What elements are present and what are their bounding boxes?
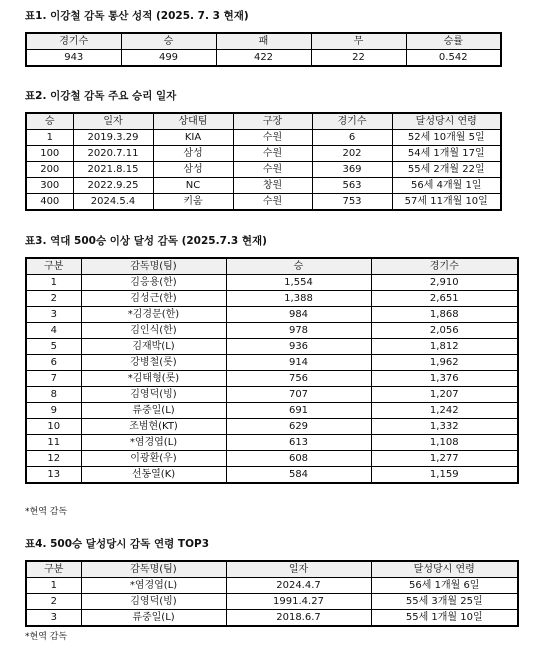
cell: 1	[26, 130, 73, 146]
cell: 1,554	[226, 275, 371, 291]
cell: 11	[26, 435, 81, 451]
cell: 1,962	[371, 355, 518, 371]
table-row	[26, 451, 518, 467]
cell: 이광환(우)	[81, 451, 226, 467]
table-row	[26, 130, 501, 146]
cell: 2,056	[371, 323, 518, 339]
cell: 3	[26, 610, 81, 627]
table-row	[26, 371, 518, 387]
cell: 김성근(한)	[81, 291, 226, 307]
cell: 4	[26, 323, 81, 339]
header-games: 경기수	[371, 258, 518, 275]
cell: 수원	[233, 146, 312, 162]
cell: 55세 1개월 10일	[371, 610, 518, 627]
cell: 키움	[153, 194, 233, 211]
cell: 200	[26, 162, 73, 178]
cell: 수원	[233, 194, 312, 211]
cell: 202	[312, 146, 392, 162]
table-row	[26, 419, 518, 435]
header-stadium: 구장	[233, 113, 312, 130]
cell: 6	[312, 130, 392, 146]
cell: 2	[26, 594, 81, 610]
cell: 56세 1개월 6일	[371, 578, 518, 594]
table-row	[26, 307, 518, 323]
table-row	[26, 435, 518, 451]
cell: 608	[226, 451, 371, 467]
cell: 12	[26, 451, 81, 467]
table2-title: 표2. 이강철 감독 주요 승리 일자	[25, 90, 177, 102]
cell: 창원	[233, 178, 312, 194]
header-win-rate: 승률	[406, 33, 501, 50]
table4-title: 표4. 500승 달성당시 감독 연령 TOP3	[25, 538, 210, 550]
cell: *염경엽(L)	[81, 578, 226, 594]
cell: 1	[26, 578, 81, 594]
table-row	[26, 610, 518, 627]
cell: 753	[312, 194, 392, 211]
cell: 1,388	[226, 291, 371, 307]
cell: 수원	[233, 130, 312, 146]
header-opponent: 상대팀	[153, 113, 233, 130]
cell: 1,376	[371, 371, 518, 387]
header-age: 달성당시 연령	[392, 113, 501, 130]
table-row	[26, 403, 518, 419]
cell: 3	[26, 307, 81, 323]
managers-500-wins-table	[25, 257, 519, 484]
cell-games: 943	[26, 50, 121, 67]
career-record-table	[25, 32, 502, 67]
table-row	[26, 578, 518, 594]
key-wins-table	[25, 112, 502, 211]
table3-footnote: *현역 감독	[25, 507, 68, 517]
cell: 선동열(K)	[81, 467, 226, 484]
cell: 563	[312, 178, 392, 194]
table-row	[26, 467, 518, 484]
cell: 10	[26, 419, 81, 435]
cell: 984	[226, 307, 371, 323]
table-row	[26, 387, 518, 403]
cell: 52세 10개월 5일	[392, 130, 501, 146]
cell: 2019.3.29	[73, 130, 153, 146]
header-wins: 승	[121, 33, 216, 50]
cell: 2018.6.7	[226, 610, 371, 627]
cell: 9	[26, 403, 81, 419]
cell: 13	[26, 467, 81, 484]
cell: 김재박(L)	[81, 339, 226, 355]
cell: 1,207	[371, 387, 518, 403]
cell: 584	[226, 467, 371, 484]
table-header-row	[26, 258, 518, 275]
table-row	[26, 146, 501, 162]
cell: 707	[226, 387, 371, 403]
cell: *염경엽(L)	[81, 435, 226, 451]
cell: 강병철(롯)	[81, 355, 226, 371]
cell-wins: 499	[121, 50, 216, 67]
cell: 조범현(KT)	[81, 419, 226, 435]
cell: 7	[26, 371, 81, 387]
table-row	[26, 194, 501, 211]
cell: 1991.4.27	[226, 594, 371, 610]
table3-title: 표3. 역대 500승 이상 달성 감독 (2025.7.3 현재)	[25, 235, 267, 247]
table-header-row	[26, 113, 501, 130]
table-header-row	[26, 561, 518, 578]
cell: 300	[26, 178, 73, 194]
cell: 57세 11개월 10일	[392, 194, 501, 211]
cell: 56세 4개월 1일	[392, 178, 501, 194]
cell: *김태형(롯)	[81, 371, 226, 387]
table-row	[26, 275, 518, 291]
header-date: 일자	[226, 561, 371, 578]
cell-win-rate: 0.542	[406, 50, 501, 67]
cell: 613	[226, 435, 371, 451]
cell-draws: 22	[311, 50, 406, 67]
cell: 1,332	[371, 419, 518, 435]
cell: 1,242	[371, 403, 518, 419]
cell: 류중일(L)	[81, 403, 226, 419]
cell: 2024.5.4	[73, 194, 153, 211]
cell: 1	[26, 275, 81, 291]
cell: 54세 1개월 17일	[392, 146, 501, 162]
table-row	[26, 355, 518, 371]
cell: 1,868	[371, 307, 518, 323]
cell-losses: 422	[216, 50, 311, 67]
table-row	[26, 291, 518, 307]
table-row	[26, 50, 501, 67]
header-rank: 구분	[26, 258, 81, 275]
table-row	[26, 178, 501, 194]
cell: 691	[226, 403, 371, 419]
cell: 100	[26, 146, 73, 162]
cell: 55세 2개월 22일	[392, 162, 501, 178]
cell: NC	[153, 178, 233, 194]
cell: 2020.7.11	[73, 146, 153, 162]
cell: 5	[26, 339, 81, 355]
cell: 2,910	[371, 275, 518, 291]
table1-title: 표1. 이강철 감독 통산 성적 (2025. 7. 3 현재)	[25, 10, 249, 22]
table-row	[26, 323, 518, 339]
cell: 수원	[233, 162, 312, 178]
cell: 1,108	[371, 435, 518, 451]
cell: 2024.4.7	[226, 578, 371, 594]
cell: 629	[226, 419, 371, 435]
cell: 1,159	[371, 467, 518, 484]
cell: 2	[26, 291, 81, 307]
cell: 2021.8.15	[73, 162, 153, 178]
cell: 978	[226, 323, 371, 339]
cell: 1,277	[371, 451, 518, 467]
header-manager: 감독명(팀)	[81, 258, 226, 275]
header-draws: 무	[311, 33, 406, 50]
header-wins: 승	[226, 258, 371, 275]
cell: 1,812	[371, 339, 518, 355]
table-row	[26, 594, 518, 610]
table-row	[26, 162, 501, 178]
cell: 55세 3개월 25일	[371, 594, 518, 610]
cell: 류중일(L)	[81, 610, 226, 627]
youngest-500-wins-table	[25, 560, 519, 627]
cell: 369	[312, 162, 392, 178]
header-date: 일자	[73, 113, 153, 130]
header-age: 달성당시 연령	[371, 561, 518, 578]
header-win-no: 승	[26, 113, 73, 130]
cell: *김경문(한)	[81, 307, 226, 323]
cell: KIA	[153, 130, 233, 146]
cell: 6	[26, 355, 81, 371]
cell: 삼성	[153, 162, 233, 178]
cell: 김영덕(빙)	[81, 387, 226, 403]
header-rank: 구분	[26, 561, 81, 578]
table4-footnote: *현역 감독	[25, 632, 68, 642]
cell: 936	[226, 339, 371, 355]
table-header-row	[26, 33, 501, 50]
header-games: 경기수	[26, 33, 121, 50]
cell: 2,651	[371, 291, 518, 307]
cell: 삼성	[153, 146, 233, 162]
header-manager: 감독명(팀)	[81, 561, 226, 578]
cell: 김인식(한)	[81, 323, 226, 339]
header-games: 경기수	[312, 113, 392, 130]
cell: 400	[26, 194, 73, 211]
cell: 914	[226, 355, 371, 371]
header-losses: 패	[216, 33, 311, 50]
cell: 8	[26, 387, 81, 403]
cell: 2022.9.25	[73, 178, 153, 194]
cell: 김응용(한)	[81, 275, 226, 291]
table-row	[26, 339, 518, 355]
cell: 김영덕(빙)	[81, 594, 226, 610]
cell: 756	[226, 371, 371, 387]
